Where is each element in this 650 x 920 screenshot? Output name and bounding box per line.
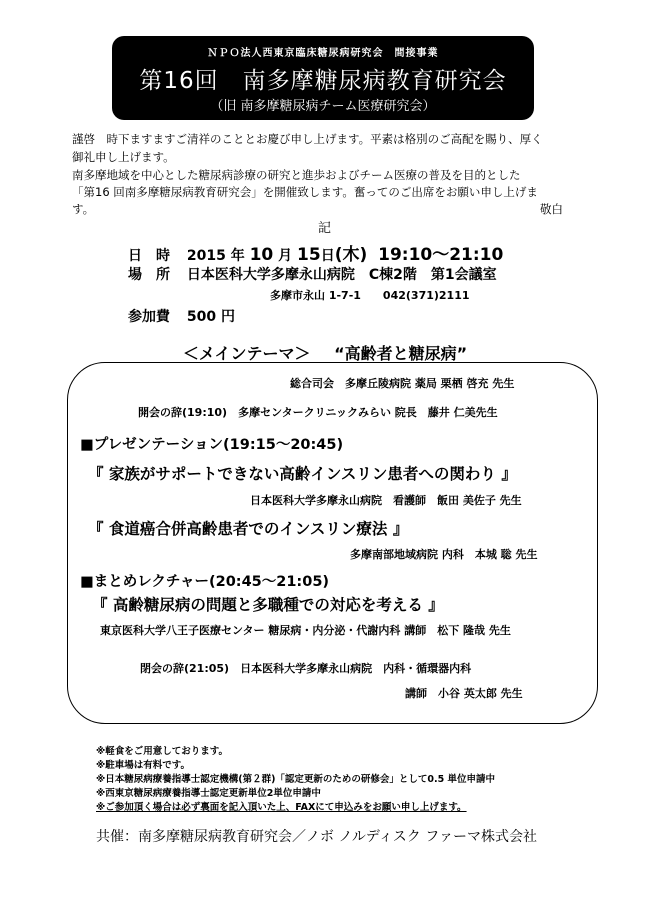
fee-label: 参加費 bbox=[128, 309, 170, 325]
ki-mark: 記 bbox=[318, 221, 332, 236]
greeting-closing: 敬白 bbox=[540, 202, 563, 216]
greeting-line: 「第16 回南多摩糖尿病教育研究会」を開催致します。奮ってのご出席をお願い申し上げま bbox=[72, 185, 538, 199]
greeting-line: 御礼申し上げます。 bbox=[72, 150, 175, 164]
venue-name: 日本医科大学多摩永山病院 C棟2階 第1会議室 bbox=[186, 267, 497, 283]
date-day: 15 bbox=[297, 245, 321, 265]
note-item: ※駐車場は有料です。 bbox=[96, 760, 190, 771]
venue-address: 多摩市永山 1-7-1 042(371)2111 bbox=[270, 289, 470, 302]
note-item: ※西東京糖尿病療養指導士認定更新単位2単位申請中 bbox=[96, 788, 321, 799]
lecture-speaker: 東京医科大学八王子医療センター 糖尿病・内分泌・代謝内科 講師 松下 隆哉 先生 bbox=[100, 624, 511, 637]
organization-name: ＮＰＯ法人西東京臨床糖尿病研究会 間接事業 bbox=[207, 48, 439, 59]
date-weekday: (木) bbox=[334, 245, 368, 265]
note-item: ※ご参加頂く場合は必ず裏面を記入頂いた上、FAXにて申込みをお願い申し上げます。 bbox=[96, 802, 467, 813]
venue-label: 場 所 bbox=[128, 267, 170, 283]
greeting-line: す。 bbox=[72, 202, 95, 216]
talk-speaker: 多摩南部地域病院 内科 本城 聡 先生 bbox=[350, 548, 538, 561]
date-day-unit: 日 bbox=[320, 248, 335, 264]
date-month: 10 bbox=[249, 245, 274, 265]
date-row bbox=[128, 240, 503, 265]
lecture-title: 『 高齢糖尿病の問題と多職種での対応を考える 』 bbox=[92, 596, 444, 614]
greeting-line: 南多摩地域を中心とした糖尿病診療の研究と進歩およびチーム医療の普及を目的とした bbox=[72, 168, 521, 182]
date-month-unit: 月 bbox=[278, 248, 293, 264]
main-theme bbox=[0, 341, 650, 364]
closing-speaker: 講師 小谷 英太郎 先生 bbox=[405, 687, 523, 700]
note-item: ※日本糖尿病療養指導士認定機構(第２群)「認定更新のための研修会」として0.5 単位申請中 bbox=[96, 774, 496, 785]
event-title: 第16回 南多摩糖尿病教育研究会 bbox=[139, 68, 507, 94]
date-year: 2015 年 bbox=[186, 248, 245, 264]
date-label: 日 時 bbox=[128, 248, 170, 264]
talk-title: 『 食道癌合併高齢患者でのインスリン療法 』 bbox=[88, 520, 409, 538]
main-theme-title: “高齢者と糖尿病” bbox=[334, 344, 468, 363]
header-banner bbox=[112, 36, 534, 120]
greeting-line: 謹啓 時下ますますご清祥のこととお慶び申し上げます。平素は格別のご高配を賜り、厚く bbox=[72, 132, 543, 146]
fee-row bbox=[128, 306, 235, 326]
talk-speaker: 日本医科大学多摩永山病院 看護師 飯田 美佐子 先生 bbox=[250, 494, 522, 507]
event-subtitle: （旧 南多摩糖尿病チーム医療研究会） bbox=[210, 99, 436, 114]
presentation-heading: ■プレゼンテーション(19:15～20:45) bbox=[80, 437, 344, 453]
sponsor-line: 共催：南多摩糖尿病教育研究会／ノボ ノルディスク ファーマ株式会社 bbox=[96, 829, 537, 845]
mc-line: 総合司会 多摩丘陵病院 薬局 栗栖 啓充 先生 bbox=[290, 377, 515, 390]
main-theme-label: ＜メインテーマ＞ bbox=[182, 344, 311, 363]
closing-remarks: 閉会の辞(21:05) 日本医科大学多摩永山病院 内科・循環器内科 bbox=[140, 662, 472, 675]
lecture-heading: ■まとめレクチャー(20:45～21:05) bbox=[80, 574, 330, 590]
date-time: 19:10～21:10 bbox=[378, 245, 504, 265]
note-item: ※軽食をご用意しております。 bbox=[96, 746, 228, 757]
venue-row bbox=[128, 264, 497, 284]
opening-remarks: 開会の辞(19:10) 多摩センタークリニックみらい 院長 藤井 仁美先生 bbox=[138, 406, 498, 419]
talk-title: 『 家族がサポートできない高齢インスリン患者への関わり 』 bbox=[88, 465, 517, 483]
fee-amount: 500 円 bbox=[186, 309, 235, 325]
